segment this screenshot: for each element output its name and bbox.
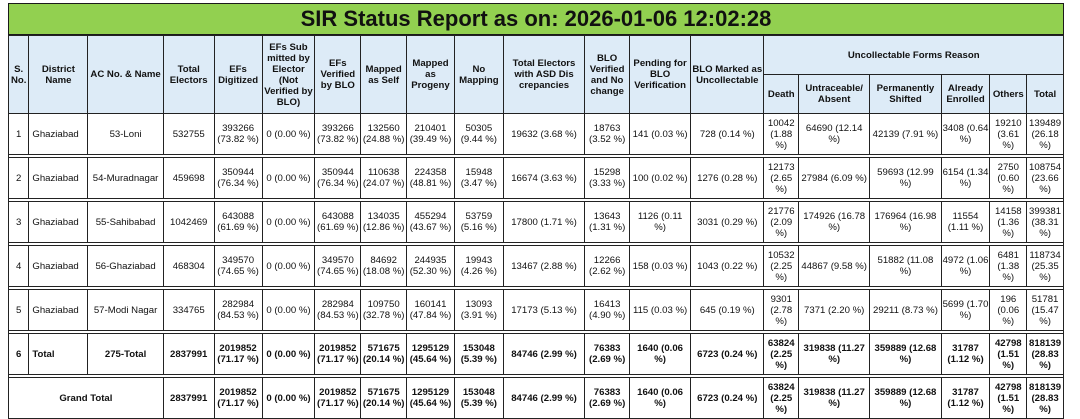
- header-efs-verified: EFs Verified by BLO: [315, 36, 361, 114]
- header-sno: S. No.: [9, 36, 29, 114]
- header-blo-verified: BLO Verified and No change: [585, 36, 630, 114]
- header-shifted: Permanently Shifted: [870, 75, 941, 114]
- cell-pending: 100 (0.02 %): [630, 158, 691, 199]
- cell-nomap: 53759 (5.16 %): [454, 202, 503, 243]
- cell-blo_nc: 76383 (2.69 %): [585, 378, 630, 419]
- table-row: [9, 378, 1064, 419]
- report-container: [8, 3, 1064, 419]
- cell-asd: 19632 (3.68 %): [503, 114, 584, 155]
- cell-verified: 350944 (76.34 %): [315, 158, 361, 199]
- cell-death: 9301 (2.78 %): [764, 290, 799, 331]
- cell-ac: 57-Modi Nagar: [88, 290, 163, 331]
- cell-total: 532755: [163, 114, 214, 155]
- cell-total: 2837991: [163, 334, 214, 375]
- cell-shifted: 59693 (12.99 %): [870, 158, 941, 199]
- cell-others: 2750 (0.60 %): [990, 158, 1027, 199]
- header-efs-digitized: EFs Digitized: [214, 36, 262, 114]
- cell-verified: 643088 (61.69 %): [315, 202, 361, 243]
- cell-death: 10042 (1.88 %): [764, 114, 799, 155]
- cell-pending: 158 (0.03 %): [630, 246, 691, 287]
- cell-digitized: 393266 (73.82 %): [214, 114, 262, 155]
- cell-marked: 645 (0.19 %): [691, 290, 764, 331]
- cell-district: Ghaziabad: [29, 158, 88, 199]
- cell-digitized: 2019852 (71.17 %): [214, 378, 262, 419]
- cell-enrolled: 31787 (1.12 %): [941, 334, 990, 375]
- cell-label: Grand Total: [9, 378, 164, 419]
- cell-total: 334765: [163, 290, 214, 331]
- cell-nomap: 153048 (5.39 %): [454, 378, 503, 419]
- cell-nomap: 13093 (3.91 %): [454, 290, 503, 331]
- header-pending: Pending for BLO Verification: [630, 36, 691, 114]
- cell-nomap: 19943 (4.26 %): [454, 246, 503, 287]
- table-row: [9, 158, 1064, 199]
- cell-self: 132560 (24.88 %): [361, 114, 407, 155]
- header-mapped-progeny: Mapped as Progeny: [407, 36, 455, 114]
- table-row: [9, 334, 1064, 375]
- cell-district: Ghaziabad: [29, 202, 88, 243]
- header-enrolled: Already Enrolled: [941, 75, 990, 114]
- cell-untrace: 319838 (11.27 %): [799, 334, 870, 375]
- table-row: [9, 202, 1064, 243]
- cell-death: 63824 (2.25 %): [764, 378, 799, 419]
- cell-enrolled: 5699 (1.70 %): [941, 290, 990, 331]
- cell-self: 109750 (32.78 %): [361, 290, 407, 331]
- cell-pending: 1126 (0.11 %): [630, 202, 691, 243]
- cell-utotal: 118734 (25.35 %): [1027, 246, 1064, 287]
- cell-self: 571675 (20.14 %): [361, 378, 407, 419]
- cell-utotal: 108754 (23.66 %): [1027, 158, 1064, 199]
- cell-nomap: 15948 (3.47 %): [454, 158, 503, 199]
- cell-digitized: 350944 (76.34 %): [214, 158, 262, 199]
- cell-blo_nc: 13643 (1.31 %): [585, 202, 630, 243]
- header-mapped-self: Mapped as Self: [361, 36, 407, 114]
- cell-utotal: 51781 (15.47 %): [1027, 290, 1064, 331]
- cell-shifted: 42139 (7.91 %): [870, 114, 941, 155]
- cell-shifted: 176964 (16.98 %): [870, 202, 941, 243]
- cell-self: 110638 (24.07 %): [361, 158, 407, 199]
- cell-progeny: 244935 (52.30 %): [407, 246, 455, 287]
- cell-ac: 56-Ghaziabad: [88, 246, 163, 287]
- cell-asd: 13467 (2.88 %): [503, 246, 584, 287]
- table-row: [9, 114, 1064, 155]
- cell-digitized: 282984 (84.53 %): [214, 290, 262, 331]
- cell-utotal: 139489 (26.18 %): [1027, 114, 1064, 155]
- cell-blo_nc: 76383 (2.69 %): [585, 334, 630, 375]
- cell-marked: 6723 (0.24 %): [691, 378, 764, 419]
- cell-pending: 115 (0.03 %): [630, 290, 691, 331]
- cell-ac: 55-Sahibabad: [88, 202, 163, 243]
- cell-total: 459698: [163, 158, 214, 199]
- cell-pending: 141 (0.03 %): [630, 114, 691, 155]
- cell-shifted: 359889 (12.68 %): [870, 334, 941, 375]
- cell-asd: 16674 (3.63 %): [503, 158, 584, 199]
- cell-death: 10532 (2.25 %): [764, 246, 799, 287]
- header-ac: AC No. & Name: [88, 36, 163, 114]
- cell-sno: 3: [9, 202, 29, 243]
- cell-untrace: 64690 (12.14 %): [799, 114, 870, 155]
- header-no-mapping: No Mapping: [454, 36, 503, 114]
- cell-self: 134035 (12.86 %): [361, 202, 407, 243]
- cell-sub: 0 (0.00 %): [262, 246, 315, 287]
- cell-sno: 1: [9, 114, 29, 155]
- cell-enrolled: 11554 (1.11 %): [941, 202, 990, 243]
- cell-district: Ghaziabad: [29, 290, 88, 331]
- table-row: [9, 246, 1064, 287]
- cell-progeny: 455294 (43.67 %): [407, 202, 455, 243]
- header-asd: Total Electors with ASD Dis crepancies: [503, 36, 584, 114]
- cell-ac: 53-Loni: [88, 114, 163, 155]
- cell-enrolled: 4972 (1.06 %): [941, 246, 990, 287]
- cell-shifted: 359889 (12.68 %): [870, 378, 941, 419]
- status-table: [8, 35, 1064, 419]
- cell-death: 12173 (2.65 %): [764, 158, 799, 199]
- cell-utotal: 399381 (38.31 %): [1027, 202, 1064, 243]
- cell-asd: 84746 (2.99 %): [503, 378, 584, 419]
- cell-utotal: 818139 (28.83 %): [1027, 378, 1064, 419]
- cell-others: 196 (0.06 %): [990, 290, 1027, 331]
- cell-sub: 0 (0.00 %): [262, 158, 315, 199]
- cell-digitized: 349570 (74.65 %): [214, 246, 262, 287]
- header-untraceable: Untraceable/ Absent: [799, 75, 870, 114]
- cell-asd: 17800 (1.71 %): [503, 202, 584, 243]
- cell-marked: 1276 (0.28 %): [691, 158, 764, 199]
- cell-blo_nc: 18763 (3.52 %): [585, 114, 630, 155]
- cell-digitized: 643088 (61.69 %): [214, 202, 262, 243]
- header-efs-submitted: EFs Sub mitted by Elector (Not Verified by BLO): [262, 36, 315, 114]
- cell-sub: 0 (0.00 %): [262, 114, 315, 155]
- cell-untrace: 27984 (6.09 %): [799, 158, 870, 199]
- cell-untrace: 174926 (16.78 %): [799, 202, 870, 243]
- header-uncollectable: Uncollectable Forms Reason: [764, 36, 1064, 75]
- cell-sno: 2: [9, 158, 29, 199]
- cell-total: 2837991: [163, 378, 214, 419]
- cell-ac: 54-Muradnagar: [88, 158, 163, 199]
- cell-shifted: 29211 (8.73 %): [870, 290, 941, 331]
- cell-verified: 349570 (74.65 %): [315, 246, 361, 287]
- header-total-electors: Total Electors: [163, 36, 214, 114]
- cell-sub: 0 (0.00 %): [262, 334, 315, 375]
- cell-district: Total: [29, 334, 88, 375]
- cell-untrace: 7371 (2.20 %): [799, 290, 870, 331]
- cell-others: 6481 (1.38 %): [990, 246, 1027, 287]
- cell-self: 84692 (18.08 %): [361, 246, 407, 287]
- cell-asd: 17173 (5.13 %): [503, 290, 584, 331]
- cell-enrolled: 6154 (1.34 %): [941, 158, 990, 199]
- cell-others: 14158 (1.36 %): [990, 202, 1027, 243]
- cell-others: 42798 (1.51 %): [990, 378, 1027, 419]
- cell-progeny: 1295129 (45.64 %): [407, 334, 455, 375]
- cell-marked: 728 (0.14 %): [691, 114, 764, 155]
- cell-blo_nc: 15298 (3.33 %): [585, 158, 630, 199]
- cell-digitized: 2019852 (71.17 %): [214, 334, 262, 375]
- cell-others: 19210 (3.61 %): [990, 114, 1027, 155]
- table-row: [9, 290, 1064, 331]
- cell-enrolled: 31787 (1.12 %): [941, 378, 990, 419]
- cell-pending: 1640 (0.06 %): [630, 334, 691, 375]
- cell-death: 63824 (2.25 %): [764, 334, 799, 375]
- cell-sub: 0 (0.00 %): [262, 290, 315, 331]
- cell-verified: 282984 (84.53 %): [315, 290, 361, 331]
- table-body: [9, 114, 1064, 419]
- cell-nomap: 153048 (5.39 %): [454, 334, 503, 375]
- cell-sub: 0 (0.00 %): [262, 202, 315, 243]
- cell-verified: 2019852 (71.17 %): [315, 378, 361, 419]
- cell-district: Ghaziabad: [29, 246, 88, 287]
- cell-progeny: 160141 (47.84 %): [407, 290, 455, 331]
- cell-utotal: 818139 (28.83 %): [1027, 334, 1064, 375]
- cell-total: 468304: [163, 246, 214, 287]
- header-death: Death: [764, 75, 799, 114]
- header-blo-marked: BLO Marked as Uncollectable: [691, 36, 764, 114]
- cell-sno: 6: [9, 334, 29, 375]
- cell-untrace: 44867 (9.58 %): [799, 246, 870, 287]
- cell-progeny: 224358 (48.81 %): [407, 158, 455, 199]
- cell-death: 21776 (2.09 %): [764, 202, 799, 243]
- cell-untrace: 319838 (11.27 %): [799, 378, 870, 419]
- cell-blo_nc: 16413 (4.90 %): [585, 290, 630, 331]
- cell-marked: 1043 (0.22 %): [691, 246, 764, 287]
- cell-progeny: 1295129 (45.64 %): [407, 378, 455, 419]
- header-district: District Name: [29, 36, 88, 114]
- cell-marked: 3031 (0.29 %): [691, 202, 764, 243]
- cell-sub: 0 (0.00 %): [262, 378, 315, 419]
- header-total: Total: [1027, 75, 1064, 114]
- cell-verified: 2019852 (71.17 %): [315, 334, 361, 375]
- report-title: SIR Status Report as on: 2026-01-06 12:02:28: [8, 3, 1064, 35]
- cell-shifted: 51882 (11.08 %): [870, 246, 941, 287]
- cell-verified: 393266 (73.82 %): [315, 114, 361, 155]
- cell-progeny: 210401 (39.49 %): [407, 114, 455, 155]
- cell-asd: 84746 (2.99 %): [503, 334, 584, 375]
- cell-marked: 6723 (0.24 %): [691, 334, 764, 375]
- header-others: Others: [990, 75, 1027, 114]
- cell-enrolled: 3408 (0.64 %): [941, 114, 990, 155]
- cell-others: 42798 (1.51 %): [990, 334, 1027, 375]
- cell-ac: 275-Total: [88, 334, 163, 375]
- cell-blo_nc: 12266 (2.62 %): [585, 246, 630, 287]
- cell-pending: 1640 (0.06 %): [630, 378, 691, 419]
- cell-total: 1042469: [163, 202, 214, 243]
- cell-sno: 4: [9, 246, 29, 287]
- cell-district: Ghaziabad: [29, 114, 88, 155]
- cell-self: 571675 (20.14 %): [361, 334, 407, 375]
- cell-sno: 5: [9, 290, 29, 331]
- cell-nomap: 50305 (9.44 %): [454, 114, 503, 155]
